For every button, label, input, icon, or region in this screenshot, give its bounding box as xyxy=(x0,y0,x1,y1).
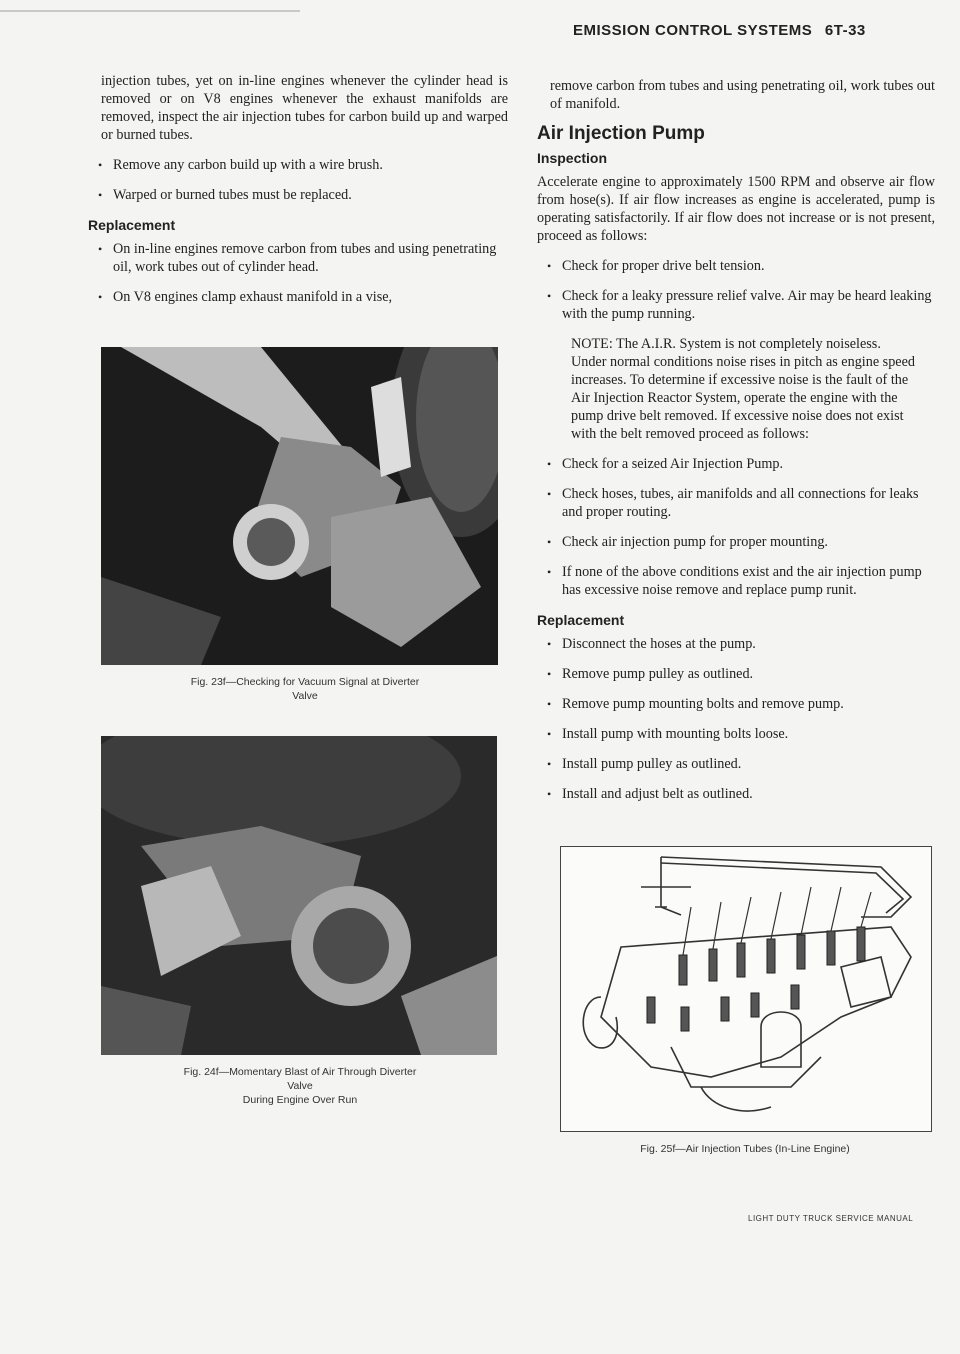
list-item: • Remove pump mounting bolts and remove pump. xyxy=(537,695,935,713)
list-item: • On V8 engines clamp exhaust manifold in a vise, xyxy=(88,288,508,306)
fig23-caption-line: Valve xyxy=(292,690,318,702)
fig23-caption-line: Fig. 23f—Checking for Vacuum Signal at Diverter xyxy=(190,676,420,688)
carbon-bullets xyxy=(88,156,508,204)
fig24-caption-line: During Engine Over Run xyxy=(242,1094,358,1106)
list-item: • Install pump pulley as outlined. xyxy=(537,755,935,773)
list-item: • Check for a seized Air Injection Pump. xyxy=(537,455,935,473)
fig23-photo xyxy=(101,347,498,665)
list-item: • Remove pump pulley as outlined. xyxy=(537,665,935,683)
intro-paragraph: injection tubes, yet on in-line engines whenever the cylinder head is removed or on V8 engines whenever the exhaust manifolds are removed, inspect the air injection tubes for carbon build up and warped or burned tubes. xyxy=(101,73,508,143)
list-item: • If none of the above conditions exist and the air injection pump has excessive noise remove and replace pump runit. xyxy=(537,563,935,599)
fig25-drawing xyxy=(561,847,931,1131)
fig25-caption: Fig. 25f—Air Injection Tubes (In-Line Engine) xyxy=(640,1143,850,1155)
footer: LIGHT DUTY TRUCK SERVICE MANUAL xyxy=(748,1214,914,1223)
replacement-heading-left: Replacement xyxy=(88,217,176,233)
section-title: Air Injection Pump xyxy=(537,123,705,144)
list-item: • Remove any carbon build up with a wire brush. xyxy=(88,156,508,174)
right-column xyxy=(537,77,935,815)
inspection-bullets-a xyxy=(537,257,935,323)
fig25-diagram xyxy=(560,846,932,1132)
replacement-heading-right: Replacement xyxy=(537,612,625,628)
continuation-paragraph: remove carbon from tubes and using penetrating oil, work tubes out of manifold. xyxy=(550,78,935,112)
list-item: • Check for a leaky pressure relief valve. Air may be heard leaking with the pump running. xyxy=(537,287,935,323)
list-item: • Check for proper drive belt tension. xyxy=(537,257,935,275)
list-item: • Warped or burned tubes must be replaced. xyxy=(88,186,508,204)
inspection-bullets-b xyxy=(537,455,935,599)
fig23-caption xyxy=(140,675,470,703)
page-header xyxy=(573,22,918,39)
inspection-heading: Inspection xyxy=(537,150,608,166)
list-item: • On in-line engines remove carbon from tubes and using penetrating oil, work tubes out of cylinder head. xyxy=(88,240,508,276)
fig23-photo-image xyxy=(101,347,498,665)
list-item: • Check hoses, tubes, air manifolds and all connections for leaks and proper routing. xyxy=(537,485,935,521)
fig24-photo xyxy=(101,736,497,1055)
list-item: • Install pump with mounting bolts loose. xyxy=(537,725,935,743)
list-item: • Disconnect the hoses at the pump. xyxy=(537,635,935,653)
left-column xyxy=(88,72,508,318)
header-title: EMISSION CONTROL SYSTEMS xyxy=(573,22,813,39)
inspection-paragraph: Accelerate engine to approximately 1500 RPM and observe air flow from hose(s). If air flow increases as engine is accelerated, pump is operating satisfactorily. If air flow does not increase or is not present, proceed as follows: xyxy=(537,174,935,244)
list-item: • Check air injection pump for proper mounting. xyxy=(537,533,935,551)
replacement-bullets-right xyxy=(537,635,935,803)
fig24-caption xyxy=(120,1065,480,1107)
page-code: 6T-33 xyxy=(824,22,866,39)
list-item: • Install and adjust belt as outlined. xyxy=(537,785,935,803)
fig24-caption-line: Fig. 24f—Momentary Blast of Air Through Diverter xyxy=(183,1066,417,1078)
replacement-bullets-left xyxy=(88,240,508,306)
fig24-caption-line: Valve xyxy=(287,1080,313,1092)
fig24-photo-image xyxy=(101,736,497,1055)
note-paragraph: NOTE: The A.I.R. System is not completely noiseless. Under normal conditions noise rises in pitch as engine speed increases. To determine if excessive noise is the fault of the Air Injection Reactor System, operate the engine with the pump drive belt removed. If excessive noise does not exist with the belt removed proceed as follows: xyxy=(571,336,915,442)
top-rule xyxy=(0,10,300,12)
